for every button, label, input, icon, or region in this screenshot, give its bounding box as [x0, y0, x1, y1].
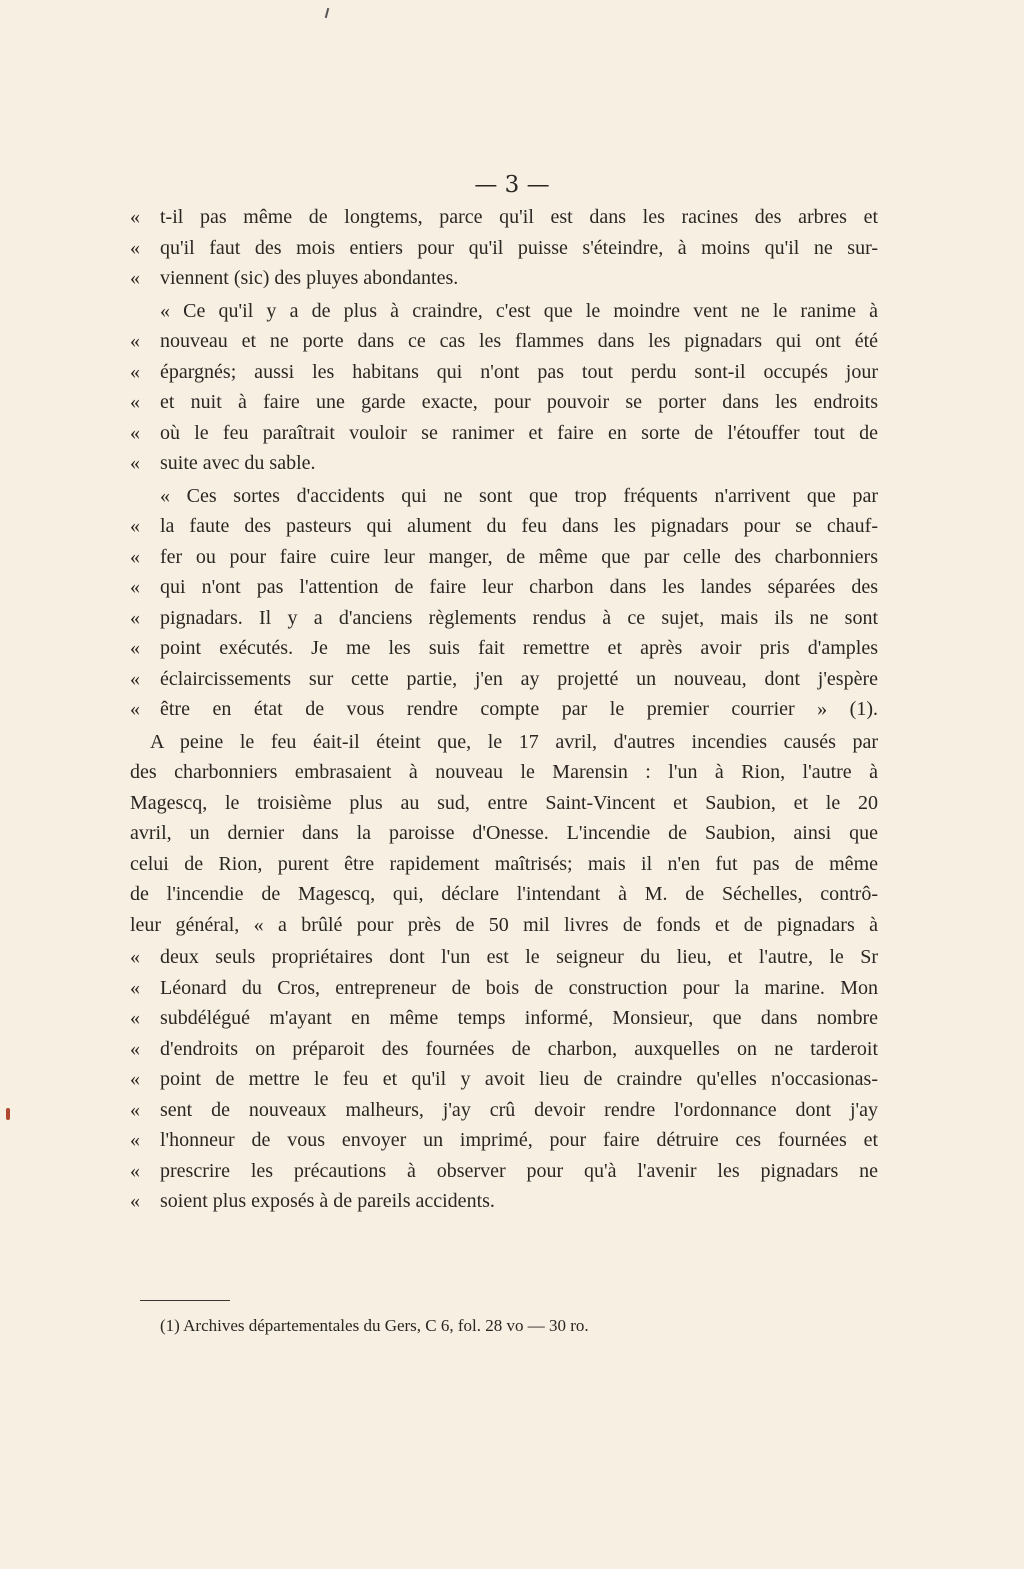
text-line [130, 818, 878, 849]
text-line [130, 448, 878, 479]
line-text: où le feu paraîtrait vouloir se ranimer et faire en sorte de l'étouffer tout de [160, 421, 878, 444]
quote-mark: « [130, 545, 140, 568]
text-line [130, 296, 878, 327]
text-line [130, 1125, 878, 1156]
line-text: subdélégué m'ayant en même temps informé, Monsieur, que dans nombre [160, 1007, 878, 1029]
line-text: sent de nouveaux malheurs, j'ay crû devoir rendre l'ordonnance dont j'ay [160, 1098, 878, 1121]
text-line [130, 387, 878, 418]
line-text: t-il pas même de longtems, parce qu'il est dans les racines des arbres et [160, 206, 878, 228]
quote-mark: « [130, 606, 140, 629]
quote-mark: « [130, 330, 140, 352]
text-line [130, 1186, 878, 1217]
text-line [130, 1156, 878, 1187]
text-line [130, 788, 878, 819]
quote-mark [130, 481, 160, 512]
line-text: deux seuls propriétaires dont l'un est le seigneur du lieu, et l'autre, le Sr [160, 946, 878, 968]
line-text: être en état de vous rendre compte par le premier courrier » (1). [160, 698, 878, 720]
paragraph [130, 727, 878, 941]
text-line [130, 202, 878, 233]
quote-mark: « [130, 1190, 140, 1212]
line-text: point de mettre le feu et qu'il y avoit lieu de craindre qu'elles n'occasionas- [160, 1068, 878, 1090]
text-line [130, 603, 878, 634]
footnote: (1) Archives départementales du Gers, C 6, fol. 28 vo — 30 ro. [160, 1316, 589, 1335]
quote-mark: « [130, 360, 140, 383]
text-line [130, 849, 878, 880]
quote-mark: « [130, 698, 140, 720]
quote-mark: « [130, 637, 140, 659]
quote-mark: « [130, 267, 140, 289]
quote-mark: « [130, 1007, 140, 1029]
ink-mark [325, 8, 330, 18]
text-line [130, 233, 878, 264]
quote-mark: « [130, 452, 140, 474]
quote-mark: « [130, 1159, 140, 1182]
text-line [130, 1064, 878, 1095]
line-text: prescrire les précautions à observer pour qu'à l'avenir les pignadars ne [160, 1159, 878, 1182]
paragraph [130, 481, 878, 725]
quote-mark: « [130, 1037, 140, 1060]
text-line [130, 633, 878, 664]
line-text: soient plus exposés à de pareils accidents. [160, 1190, 495, 1212]
line-text: point exécutés. Je me les suis fait remettre et après avoir pris d'amples [160, 637, 878, 659]
quote-mark: « [130, 236, 140, 259]
line-text: nouveau et ne porte dans ce cas les flammes dans les pignadars qui ont été [160, 330, 878, 352]
line-text: leur général, « a brûlé pour près de 50 mil livres de fonds et de pignadars à [130, 913, 878, 936]
line-text: et nuit à faire une garde exacte, pour pouvoir se porter dans les endroits [160, 391, 878, 413]
line-text: d'endroits on préparoit des fournées de charbon, auxquelles on ne tarderoit [160, 1037, 878, 1060]
text-line [130, 973, 878, 1004]
line-text: de l'incendie de Magescq, qui, déclare l'intendant à M. de Séchelles, contrô- [130, 883, 878, 905]
paragraph [130, 202, 878, 294]
paper-stain [6, 1108, 10, 1120]
text-line [130, 664, 878, 695]
text-line [130, 481, 878, 512]
line-text: Magescq, le troisième plus au sud, entre Saint-Vincent et Saubion, et le 20 [130, 791, 878, 814]
line-text: A peine le feu éait-il éteint que, le 17 avril, d'autres incendies causés par [150, 730, 878, 753]
line-text: suite avec du sable. [160, 452, 316, 474]
line-text: la faute des pasteurs qui alument du feu dans les pignadars pour se chauf- [160, 515, 878, 537]
page-number: — 3 — [474, 172, 550, 198]
text-line [130, 1095, 878, 1126]
quote-mark: « [130, 667, 140, 690]
text-line [130, 511, 878, 542]
text-line [130, 326, 878, 357]
quote-mark: « [130, 1129, 140, 1151]
text-line [130, 942, 878, 973]
text-line [130, 572, 878, 603]
text-line [130, 879, 878, 910]
quote-mark: « [130, 576, 140, 598]
quote-mark: « [130, 1098, 140, 1121]
line-text: pignadars. Il y a d'anciens règlements rendus à ce sujet, mais ils ne sont [160, 606, 878, 629]
line-text: Léonard du Cros, entrepreneur de bois de construction pour la marine. Mon [160, 976, 878, 999]
footnote-divider [140, 1300, 230, 1301]
text-line [130, 357, 878, 388]
quote-mark: « [130, 206, 140, 228]
text-line [130, 542, 878, 573]
line-text: « Ce qu'il y a de plus à craindre, c'est que le moindre vent ne le ranime à [160, 299, 878, 322]
line-text: celui de Rion, purent être rapidement maîtrisés; mais il n'en fut pas de même [130, 852, 878, 875]
text-line [130, 694, 878, 725]
body-text [130, 202, 878, 1217]
line-text: des charbonniers embrasaient à nouveau le Marensin : l'un à Rion, l'autre à [130, 761, 878, 783]
line-text: « Ces sortes d'accidents qui ne sont que trop fréquents n'arrivent que par [160, 484, 878, 507]
quote-mark: « [130, 1068, 140, 1090]
quote-mark: « [130, 421, 140, 444]
text-line [130, 727, 878, 758]
quote-mark [130, 296, 160, 327]
line-text: fer ou pour faire cuire leur manger, de même que par celle des charbonniers [160, 545, 878, 568]
line-text: épargnés; aussi les habitans qui n'ont pas tout perdu sont-il occupés jour [160, 360, 878, 383]
text-line [130, 910, 878, 941]
text-line [130, 1034, 878, 1065]
line-text: l'honneur de vous envoyer un imprimé, pour faire détruire ces fournées et [160, 1129, 878, 1151]
line-text: éclaircissements sur cette partie, j'en ay projetté un nouveau, dont j'espère [160, 667, 878, 690]
quote-mark: « [130, 976, 140, 999]
line-text: avril, un dernier dans la paroisse d'Onesse. L'incendie de Saubion, ainsi que [130, 822, 878, 844]
text-line [130, 263, 878, 294]
quote-mark: « [130, 515, 140, 537]
line-text: qu'il faut des mois entiers pour qu'il puisse s'éteindre, à moins qu'il ne sur- [160, 236, 878, 259]
text-line [130, 1003, 878, 1034]
quote-mark: « [130, 391, 140, 413]
line-text: viennent (sic) des pluyes abondantes. [160, 267, 459, 289]
text-line [130, 757, 878, 788]
paragraph [130, 296, 878, 479]
quote-mark: « [130, 946, 140, 968]
line-text: qui n'ont pas l'attention de faire leur charbon dans les landes séparées des [160, 576, 878, 598]
text-line [130, 418, 878, 449]
paragraph [130, 942, 878, 1217]
